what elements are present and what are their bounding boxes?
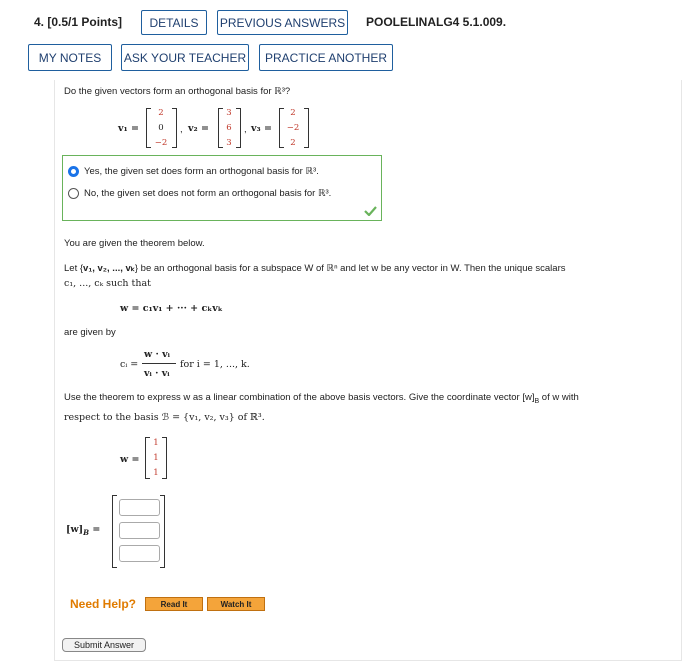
v3-entry: 2 — [290, 138, 296, 148]
w-label: w = — [120, 454, 140, 465]
task-text-end: of w with — [539, 392, 579, 403]
wb-input-2[interactable] — [119, 522, 160, 539]
v1-label: v₁ = — [118, 123, 139, 134]
radio-yes[interactable] — [68, 166, 79, 177]
v1-entry: 2 — [158, 108, 164, 118]
wb-bracket-right — [160, 495, 165, 568]
my-notes-button[interactable]: MY NOTES — [28, 44, 112, 71]
theorem-set: v₁, v₂, ..., vₖ — [83, 263, 135, 274]
wb-input-1[interactable] — [119, 499, 160, 516]
wb-bracket-left — [112, 495, 117, 568]
v1-bracket-left — [146, 108, 151, 148]
question-points: 4. [0.5/1 Points] — [34, 15, 123, 29]
practice-another-button[interactable]: PRACTICE ANOTHER — [259, 44, 393, 71]
theorem-line2: c₁, ..., cₖ such that — [64, 278, 151, 289]
w-vector — [150, 438, 162, 478]
fraction-numerator: w · vᵢ — [144, 349, 170, 360]
task-line2: respect to the basis ℬ = {v₁, v₂, v₃} of ℝ³. — [64, 412, 265, 423]
w-entry: 1 — [153, 453, 159, 463]
ask-teacher-button[interactable]: ASK YOUR TEACHER — [121, 44, 249, 71]
theorem-rest: } be an orthogonal basis for a subspace W of ℝⁿ and let w be any vector in W. Then the unique scalars — [134, 263, 566, 274]
v1-entry: −2 — [154, 138, 168, 148]
v3-bracket-right — [304, 108, 309, 148]
option-yes-label[interactable]: Yes, the given set does form an orthogonal basis for ℝ³. — [84, 166, 319, 177]
task-line1 — [64, 392, 579, 405]
wb-label — [66, 524, 100, 537]
wb-eq: = — [92, 524, 101, 535]
theorem-equation: w = c₁v₁ + ··· + cₖvₖ — [120, 303, 223, 314]
v2-entry: 3 — [226, 108, 232, 118]
v2-entry: 3 — [226, 138, 232, 148]
v3-label: v₃ = — [251, 123, 272, 134]
comma: , — [180, 124, 183, 135]
fraction-denominator: vᵢ · vᵢ — [144, 368, 170, 379]
ci-suffix: for i = 1, ..., k. — [180, 359, 250, 370]
w-entry: 1 — [153, 438, 159, 448]
task-sub: B — [534, 397, 540, 405]
w-bracket-right — [162, 437, 167, 479]
wb-input-3[interactable] — [119, 545, 160, 562]
watch-it-button[interactable]: Watch It — [207, 597, 265, 611]
wb-text: [w] — [66, 524, 84, 535]
task-text: Use the theorem to express w as a linear combination of the above basis vectors. Give the coordinate vector [w] — [64, 392, 535, 403]
v2-label: v₂ = — [188, 123, 209, 134]
fraction-bar — [142, 363, 176, 364]
need-help-label: Need Help? — [70, 597, 137, 611]
option-no-label[interactable]: No, the given set does not form an orthogonal basis for ℝ³. — [84, 188, 332, 199]
v3-vector — [284, 108, 302, 148]
checkmark-icon — [364, 206, 377, 216]
submit-answer-button[interactable]: Submit Answer — [62, 638, 146, 652]
v2-entry: 6 — [226, 123, 232, 133]
wb-sub: B — [83, 527, 90, 537]
theorem-line1 — [64, 263, 566, 274]
v2-bracket-right — [236, 108, 241, 148]
ci-label: cᵢ = — [120, 359, 139, 370]
v3-entry: 2 — [290, 108, 296, 118]
theorem-let: Let { — [64, 263, 84, 274]
v1-vector — [152, 108, 170, 148]
v2-vector — [222, 108, 236, 148]
given-by: are given by — [64, 327, 116, 338]
problem-id: POOLELINALG4 5.1.009. — [366, 15, 507, 29]
radio-no[interactable] — [68, 188, 79, 199]
v1-entry: 0 — [158, 123, 164, 133]
v3-entry: −2 — [286, 123, 300, 133]
read-it-button[interactable]: Read It — [145, 597, 203, 611]
comma: , — [244, 124, 247, 135]
w-entry: 1 — [153, 468, 159, 478]
previous-answers-button[interactable]: PREVIOUS ANSWERS — [217, 10, 348, 35]
question-prompt: Do the given vectors form an orthogonal basis for ℝ³? — [64, 86, 291, 97]
v1-bracket-right — [172, 108, 177, 148]
details-button[interactable]: DETAILS — [141, 10, 207, 35]
theorem-intro: You are given the theorem below. — [64, 238, 205, 249]
